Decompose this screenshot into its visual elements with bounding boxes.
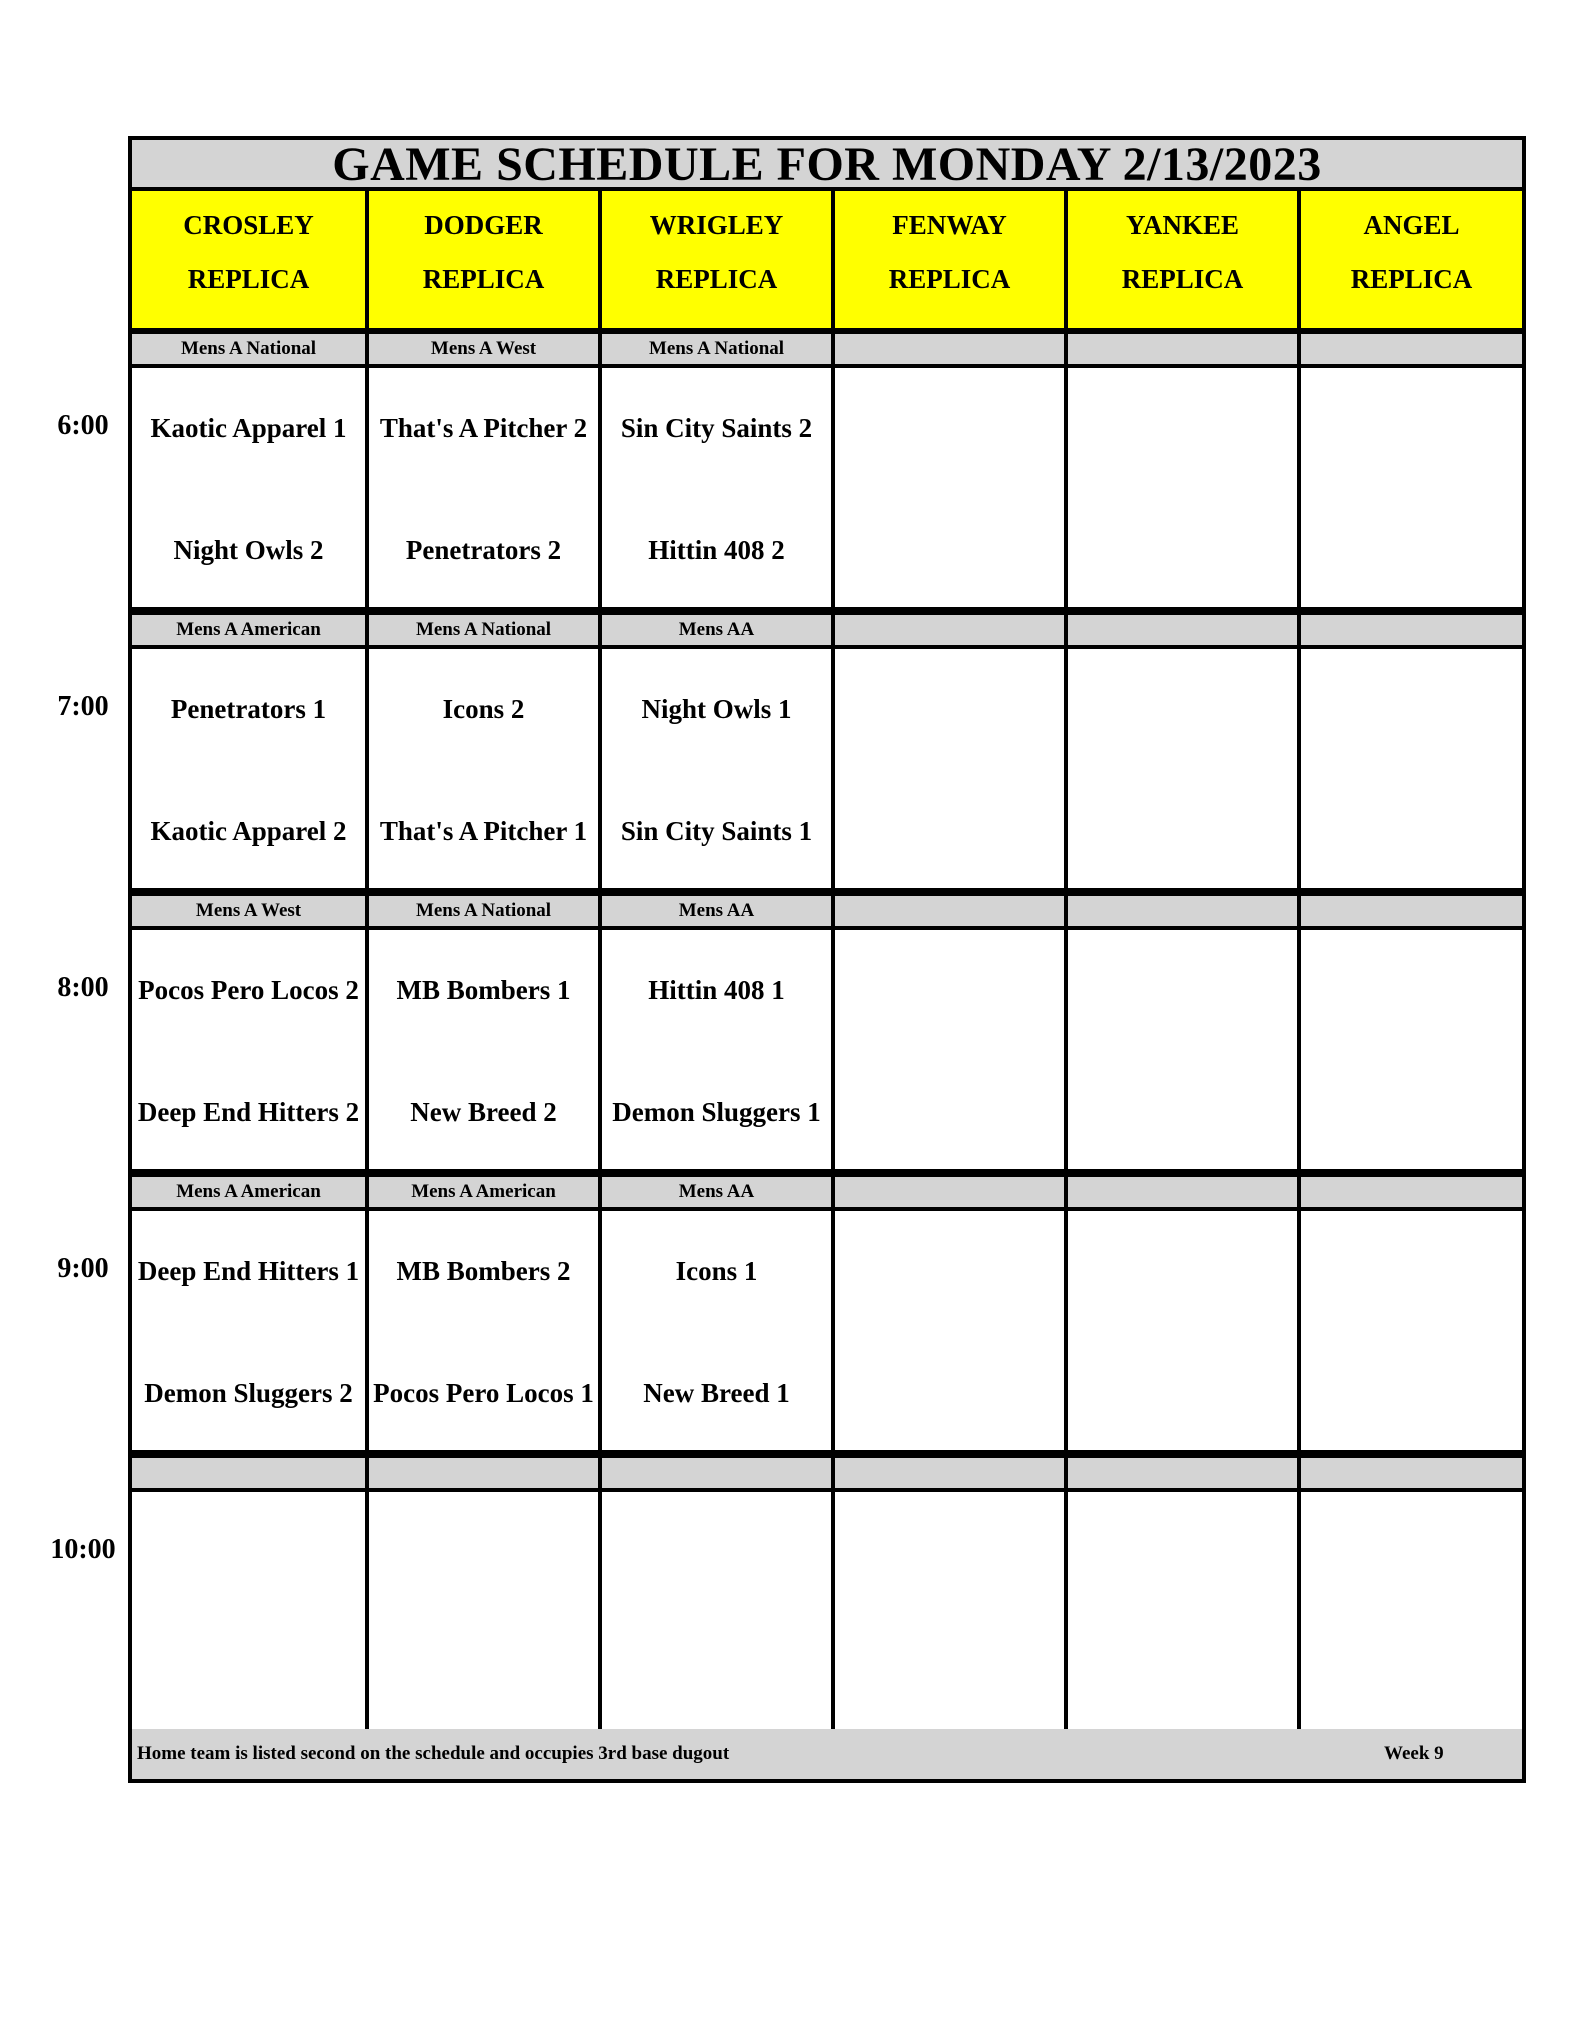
division-label: Mens A National: [132, 330, 365, 368]
field-sub: REPLICA: [655, 264, 778, 294]
game-cell: [132, 368, 365, 611]
division-label: [831, 611, 1064, 649]
division-label: Mens A National: [365, 892, 598, 930]
division-label: [365, 1454, 598, 1492]
home-team: Night Owls 2: [173, 534, 324, 565]
field-sub: REPLICA: [422, 264, 545, 294]
game-cell: [598, 649, 831, 892]
field-header-yankee: [1064, 191, 1297, 332]
game-row: [132, 649, 1522, 892]
field-sub: REPLICA: [1350, 264, 1473, 294]
division-label: [1297, 611, 1522, 649]
page-title: GAME SCHEDULE FOR MONDAY 2/13/2023: [132, 140, 1522, 191]
game-cell: [132, 1211, 365, 1454]
game-cell: [831, 1492, 1064, 1735]
game-cell: [1064, 1211, 1297, 1454]
game-cell: [1297, 368, 1522, 611]
division-label: [1064, 892, 1297, 930]
division-label: Mens A American: [365, 1173, 598, 1211]
division-label: [1297, 892, 1522, 930]
division-row: [132, 1454, 1522, 1492]
footer-bar: [132, 1729, 1522, 1779]
division-label: [1297, 330, 1522, 368]
week-label: Week 9: [1384, 1743, 1444, 1764]
field-name: YANKEE: [1125, 210, 1240, 240]
division-row: [132, 892, 1522, 930]
division-label: Mens AA: [598, 892, 831, 930]
home-team: [837, 1634, 1062, 1714]
away-team: Deep End Hitters 1: [137, 1255, 360, 1286]
division-label: [831, 892, 1064, 930]
away-team: [371, 1512, 596, 1592]
game-cell: [365, 1211, 598, 1454]
division-label: [1297, 1454, 1522, 1492]
away-team: MB Bombers 2: [396, 1255, 571, 1286]
division-label: [831, 1173, 1064, 1211]
game-cell: [831, 368, 1064, 611]
field-header-fenway: [831, 191, 1064, 332]
away-team: Hittin 408 1: [648, 974, 785, 1005]
game-cell: [598, 1492, 831, 1735]
home-team: [604, 1634, 829, 1714]
division-label: Mens A National: [365, 611, 598, 649]
division-label: Mens A National: [598, 330, 831, 368]
division-label: Mens AA: [598, 611, 831, 649]
away-team: Kaotic Apparel 1: [150, 412, 347, 443]
away-team: [837, 1231, 1062, 1311]
away-team: [837, 669, 1062, 749]
game-row: [132, 1492, 1522, 1735]
division-label: [831, 330, 1064, 368]
away-team: [1303, 669, 1520, 749]
game-cell: [598, 1211, 831, 1454]
division-label: Mens A American: [132, 611, 365, 649]
game-cell: [1064, 368, 1297, 611]
home-team: Demon Sluggers 1: [612, 1096, 821, 1127]
game-cell: [365, 930, 598, 1173]
away-team: Night Owls 1: [641, 693, 792, 724]
division-label: Mens A West: [365, 330, 598, 368]
time-label: 6:00: [57, 410, 109, 441]
game-cell: [598, 368, 831, 611]
game-cell: [132, 930, 365, 1173]
time-label: 9:00: [57, 1253, 109, 1284]
away-team: That's A Pitcher 2: [379, 412, 588, 443]
away-team: [837, 1512, 1062, 1592]
field-header-row: [132, 191, 1522, 332]
game-cell: [1064, 1492, 1297, 1735]
game-row: [132, 368, 1522, 611]
game-cell: [831, 1211, 1064, 1454]
home-team: [134, 1634, 363, 1714]
game-cell: [1064, 649, 1297, 892]
home-team: [1070, 1072, 1295, 1152]
division-label: [1064, 1454, 1297, 1492]
division-label: [1064, 330, 1297, 368]
division-label: [598, 1454, 831, 1492]
division-label: Mens A West: [132, 892, 365, 930]
home-team: [1303, 510, 1520, 590]
home-team: Kaotic Apparel 2: [150, 815, 347, 846]
field-sub: REPLICA: [187, 264, 310, 294]
field-name: CROSLEY: [183, 210, 314, 240]
away-team: [1303, 1512, 1520, 1592]
home-team: [1303, 1634, 1520, 1714]
away-team: [1070, 950, 1295, 1030]
division-label: [132, 1454, 365, 1492]
game-cell: [1297, 930, 1522, 1173]
away-team: [1070, 669, 1295, 749]
game-cell: [1297, 1492, 1522, 1735]
field-header-crosley: [132, 191, 365, 332]
time-label: 7:00: [57, 691, 109, 722]
game-cell: [132, 649, 365, 892]
home-team: New Breed 2: [410, 1096, 557, 1127]
home-team: Pocos Pero Locos 1: [373, 1377, 594, 1408]
home-team: [1070, 510, 1295, 590]
field-name: DODGER: [424, 210, 543, 240]
home-team: [1303, 791, 1520, 871]
field-sub: REPLICA: [1121, 264, 1244, 294]
away-team: Penetrators 1: [170, 693, 327, 724]
home-team: [1303, 1353, 1520, 1433]
game-cell: [365, 368, 598, 611]
home-team: Hittin 408 2: [648, 534, 785, 565]
away-team: [1303, 950, 1520, 1030]
home-team: Demon Sluggers 2: [144, 1377, 353, 1408]
game-cell: [598, 930, 831, 1173]
field-header-wrigley: [598, 191, 831, 332]
division-row: [132, 330, 1522, 368]
division-row: [132, 1173, 1522, 1211]
game-cell: [365, 649, 598, 892]
home-team: New Breed 1: [643, 1377, 790, 1408]
away-team: Pocos Pero Locos 2: [138, 974, 359, 1005]
home-team: [1070, 1353, 1295, 1433]
footer-note: Home team is listed second on the schedule and occupies 3rd base dugout: [137, 1743, 730, 1764]
home-team: [1303, 1072, 1520, 1152]
field-sub: REPLICA: [888, 264, 1011, 294]
game-cell: [1297, 649, 1522, 892]
field-header-angel: [1297, 191, 1522, 332]
schedule-sheet: [128, 136, 1526, 1783]
home-team: [1070, 791, 1295, 871]
game-cell: [831, 649, 1064, 892]
away-team: [837, 388, 1062, 468]
game-cell: [132, 1492, 365, 1735]
away-team: [604, 1512, 829, 1592]
home-team: [371, 1634, 596, 1714]
game-row: [132, 1211, 1522, 1454]
away-team: [1303, 1231, 1520, 1311]
away-team: [1070, 388, 1295, 468]
game-row: [132, 930, 1522, 1173]
time-label: 10:00: [50, 1534, 116, 1565]
home-team: Sin City Saints 1: [620, 815, 813, 846]
game-cell: [365, 1492, 598, 1735]
division-label: [1064, 1173, 1297, 1211]
field-name: WRIGLEY: [649, 210, 784, 240]
division-label: Mens AA: [598, 1173, 831, 1211]
game-cell: [1297, 1211, 1522, 1454]
field-header-dodger: [365, 191, 598, 332]
away-team: [1070, 1231, 1295, 1311]
home-team: Deep End Hitters 2: [137, 1096, 360, 1127]
home-team: [837, 1072, 1062, 1152]
time-label: 8:00: [57, 972, 109, 1003]
away-team: [134, 1512, 363, 1592]
away-team: MB Bombers 1: [396, 974, 571, 1005]
home-team: Penetrators 2: [405, 534, 562, 565]
away-team: Sin City Saints 2: [620, 412, 813, 443]
away-team: [1070, 1512, 1295, 1592]
division-row: [132, 611, 1522, 649]
home-team: [837, 510, 1062, 590]
game-cell: [1064, 930, 1297, 1173]
home-team: [1070, 1634, 1295, 1714]
home-team: That's A Pitcher 1: [379, 815, 588, 846]
away-team: Icons 2: [442, 693, 525, 724]
division-label: Mens A American: [132, 1173, 365, 1211]
division-label: [1297, 1173, 1522, 1211]
home-team: [837, 791, 1062, 871]
division-label: [831, 1454, 1064, 1492]
away-team: [837, 950, 1062, 1030]
field-name: FENWAY: [892, 210, 1007, 240]
away-team: Icons 1: [675, 1255, 758, 1286]
field-name: ANGEL: [1363, 210, 1460, 240]
division-label: [1064, 611, 1297, 649]
away-team: [1303, 388, 1520, 468]
game-cell: [831, 930, 1064, 1173]
home-team: [837, 1353, 1062, 1433]
